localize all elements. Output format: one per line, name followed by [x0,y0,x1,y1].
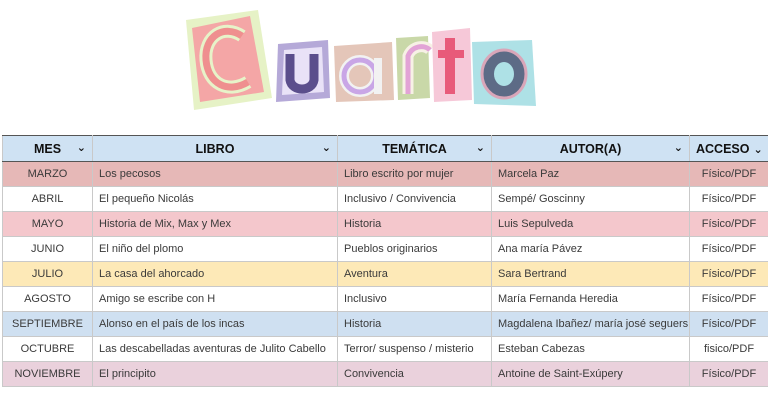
table-row [3,262,768,287]
autor-cell[interactable]: Antoine de Saint-Exúpery [492,362,690,387]
acceso-cell[interactable]: Físico/PDF [690,312,768,337]
mes-cell[interactable]: JULIO [3,262,93,287]
table-row [3,237,768,262]
tematica-cell[interactable]: Historia [338,212,492,237]
header-acceso[interactable] [690,136,768,162]
reading-plan-table [2,135,768,387]
libro-cell[interactable]: El pequeño Nicolás [93,187,338,212]
acceso-cell[interactable]: Físico/PDF [690,212,768,237]
table-row [3,362,768,387]
tematica-cell[interactable]: Inclusivo [338,287,492,312]
mes-cell[interactable]: MAYO [3,212,93,237]
header-mes-label: MES [33,141,62,156]
tematica-cell[interactable]: Libro escrito por mujer [338,162,492,187]
header-libro[interactable] [93,136,338,162]
acceso-cell[interactable]: Físico/PDF [690,362,768,387]
acceso-cell[interactable]: Físico/PDF [690,237,768,262]
autor-cell[interactable]: María Fernanda Heredia [492,287,690,312]
mes-cell[interactable]: SEPTIEMBRE [3,312,93,337]
letter-c-cutout [186,10,272,110]
chevron-down-icon[interactable]: ⌄ [753,143,763,156]
libro-cell[interactable]: Historia de Mix, Max y Mex [93,212,338,237]
table-row [3,312,768,337]
header-tematica-label: TEMÁTICA [382,141,447,156]
tematica-cell[interactable]: Historia [338,312,492,337]
libro-cell[interactable]: Los pecosos [93,162,338,187]
table-row [3,287,768,312]
header-mes[interactable] [3,136,93,162]
table-row [3,337,768,362]
mes-cell[interactable]: ABRIL [3,187,93,212]
chevron-down-icon[interactable]: ⌄ [475,141,485,154]
table-row [3,212,768,237]
mes-cell[interactable]: NOVIEMBRE [3,362,93,387]
autor-cell[interactable]: Marcela Paz [492,162,690,187]
acceso-cell[interactable]: Físico/PDF [690,287,768,312]
title-banner [0,0,768,120]
title-collage-image [180,2,560,120]
header-libro-label: LIBRO [195,141,235,156]
libro-cell[interactable]: El principito [93,362,338,387]
autor-cell[interactable]: Magdalena Ibañez/ maría josé seguers [492,312,690,337]
mes-cell[interactable]: OCTUBRE [3,337,93,362]
header-tematica[interactable] [338,136,492,162]
letter-t-cutout [432,28,472,102]
acceso-cell[interactable]: fisico/PDF [690,337,768,362]
mes-cell[interactable]: JUNIO [3,237,93,262]
table-row [3,162,768,187]
header-autor[interactable] [492,136,690,162]
table-row [3,187,768,212]
letter-u-cutout [276,40,330,102]
libro-cell[interactable]: Las descabelladas aventuras de Julito Cabello [93,337,338,362]
letter-a-cutout [334,42,394,102]
mes-cell[interactable]: MARZO [3,162,93,187]
acceso-cell[interactable]: Físico/PDF [690,162,768,187]
letter-r-cutout [396,36,430,100]
chevron-down-icon[interactable]: ⌄ [321,141,331,154]
autor-cell[interactable]: Sempé/ Goscinny [492,187,690,212]
chevron-down-icon[interactable]: ⌄ [673,141,683,154]
acceso-cell[interactable]: Físico/PDF [690,262,768,287]
libro-cell[interactable]: Alonso en el país de los incas [93,312,338,337]
header-autor-label: AUTOR(A) [559,141,622,156]
libro-cell[interactable]: El niño del plomo [93,237,338,262]
tematica-cell[interactable]: Aventura [338,262,492,287]
header-row [3,136,768,162]
libro-cell[interactable]: Amigo se escribe con H [93,287,338,312]
header-acceso-label: ACCESO [696,141,750,156]
tematica-cell[interactable]: Convivencia [338,362,492,387]
tematica-cell[interactable]: Terror/ suspenso / misterio [338,337,492,362]
tematica-cell[interactable]: Pueblos originarios [338,237,492,262]
mes-cell[interactable]: AGOSTO [3,287,93,312]
autor-cell[interactable]: Luis Sepulveda [492,212,690,237]
libro-cell[interactable]: La casa del ahorcado [93,262,338,287]
acceso-cell[interactable]: Físico/PDF [690,187,768,212]
autor-cell[interactable]: Ana maría Pávez [492,237,690,262]
chevron-down-icon[interactable]: ⌄ [76,141,86,154]
tematica-cell[interactable]: Inclusivo / Convivencia [338,187,492,212]
letter-o-cutout [472,40,536,106]
autor-cell[interactable]: Sara Bertrand [492,262,690,287]
autor-cell[interactable]: Esteban Cabezas [492,337,690,362]
